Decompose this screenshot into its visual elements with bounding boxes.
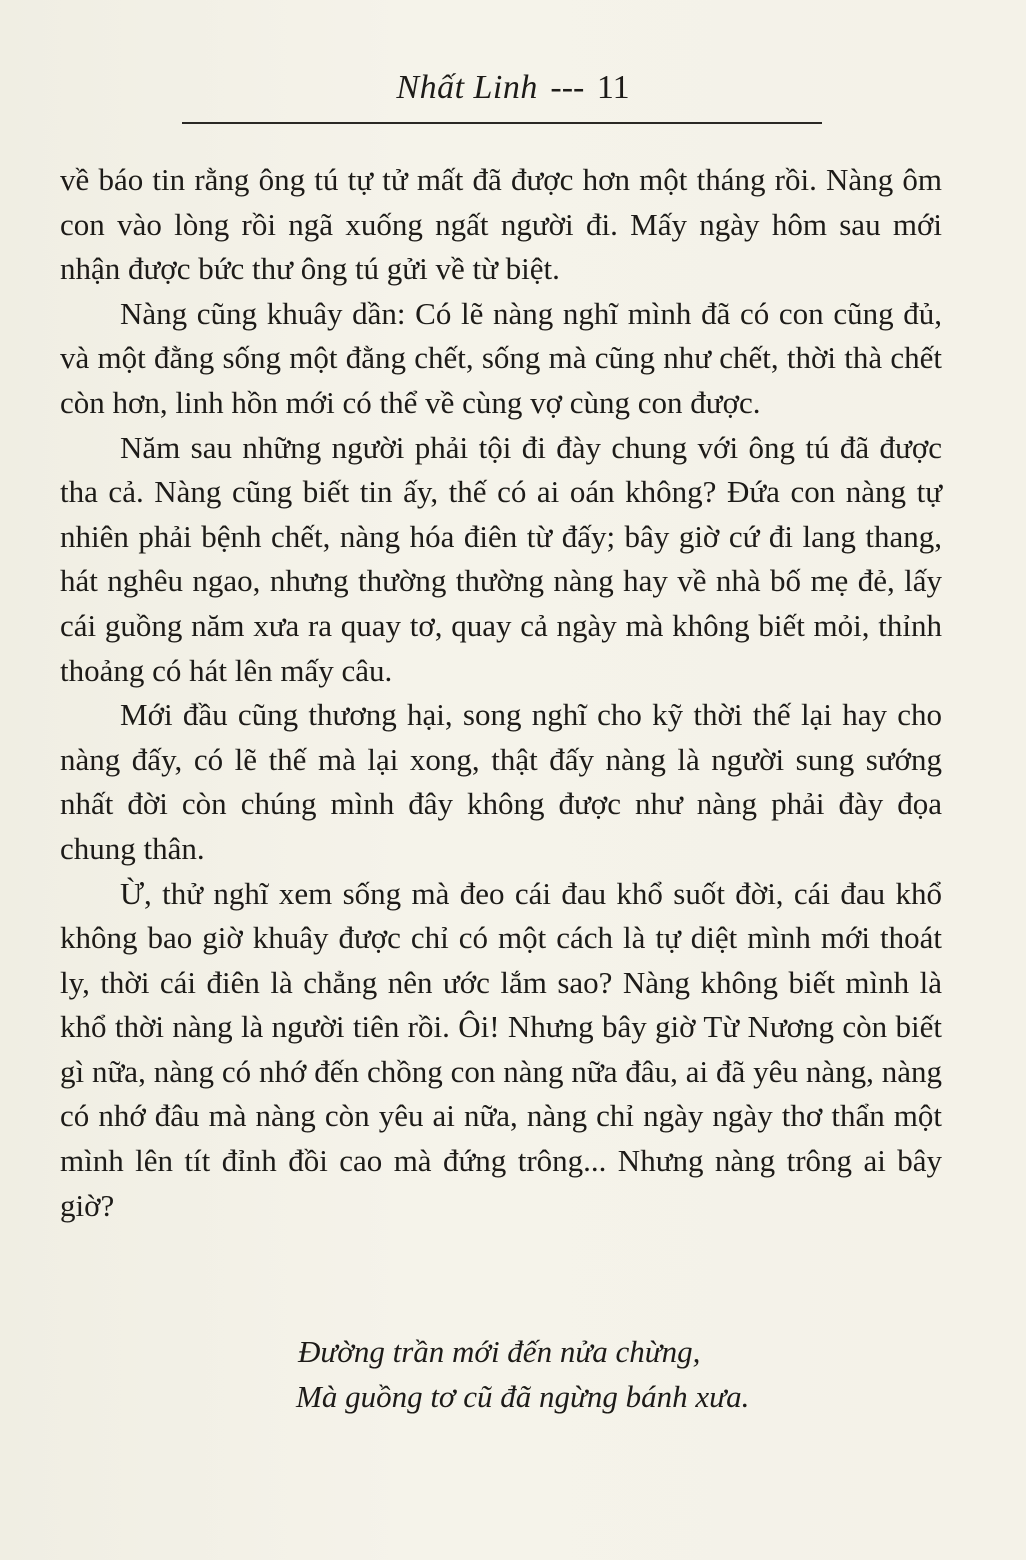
page-number: 11 bbox=[596, 69, 630, 106]
paragraph-continued: về báo tin rằng ông tú tự tử mất đã được hơn một tháng rồi. Nàng ôm con vào lòng rồi ngã xuống ngất người đi. Mấy ngày hôm sau mới nhận được bức thư ông tú gửi về từ biệt. bbox=[60, 162, 942, 287]
paragraph: Mới đầu cũng thương hại, song nghĩ cho kỹ thời thế lại hay cho nàng đấy, có lẽ thế mà lại xong, thật đấy nàng là người sung sướng nhất đời còn chúng mình đây không được như nàng phải đày đọa chung thân. bbox=[60, 697, 942, 866]
verse-line: Đường trần mới đến nửa chừng, bbox=[298, 1334, 701, 1369]
running-head bbox=[0, 68, 1026, 108]
paragraph: Năm sau những người phải tội đi đày chung với ông tú đã được tha cả. Nàng cũng biết tin ấy, thế có ai oán không? Đứa con nàng tự nhiên phải bệnh chết, nàng hóa điên từ đấy; bây giờ cứ đi lang thang, hát nghêu ngao, nhưng thường thường nàng hay về nhà bố mẹ đẻ, lấy cái guồng năm xưa ra quay tơ, quay cả ngày mà không biết mỏi, thỉnh thoảng có hát lên mấy câu. bbox=[60, 429, 942, 688]
body-text bbox=[60, 158, 942, 1228]
verse-line: Mà guồng tơ cũ đã ngừng bánh xưa. bbox=[296, 1378, 750, 1414]
author-name: Nhất Linh bbox=[396, 69, 538, 106]
paragraph: Ừ, thử nghĩ xem sống mà đeo cái đau khổ suốt đời, cái đau khổ không bao giờ khuây được chỉ có một cách là tự diệt mình mới thoát ly, thời cái điên là chẳng nên ước lắm sao? Nàng không biết mình là khổ thời nàng là người tiên rồi. Ôi! Nhưng bây giờ Từ Nương còn biết gì nữa, nàng có nhớ đến chồng con nàng nữa đâu, ai đã yêu nàng, nàng có nhớ đâu mà nàng còn yêu ai nữa, nàng chỉ ngày ngày thơ thẩn một mình lên tít đỉnh đồi cao mà đứng trông... Nhưng nàng trông ai bây giờ? bbox=[60, 875, 942, 1223]
paragraph: Nàng cũng khuây dần: Có lẽ nàng nghĩ mình đã có con cũng đủ, và một đằng sống một đằng chết, sống mà cũng như chết, thời thà chết còn hơn, linh hồn mới có thể về cùng vợ cùng con được. bbox=[60, 295, 942, 420]
header-rule bbox=[182, 122, 822, 124]
verse-block bbox=[298, 1330, 749, 1419]
header-separator: --- bbox=[550, 69, 585, 106]
